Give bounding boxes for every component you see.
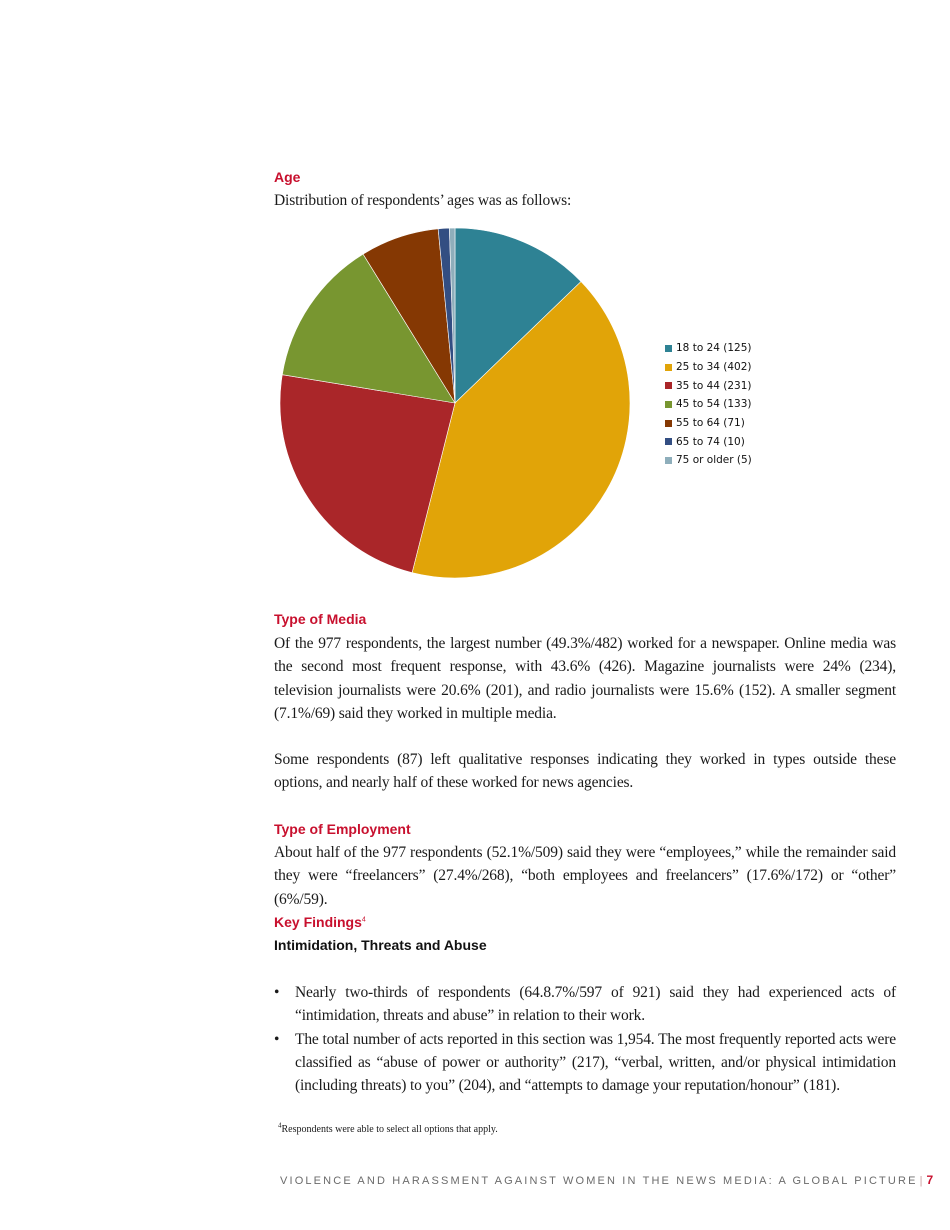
key-findings-heading-text: Key Findings bbox=[274, 914, 362, 930]
type-of-media-heading: Type of Media bbox=[274, 611, 367, 627]
page-number: 7 bbox=[926, 1173, 934, 1187]
age-pie-chart bbox=[270, 222, 640, 584]
legend-item bbox=[665, 376, 752, 395]
legend-item bbox=[665, 339, 752, 358]
legend-label: 45 to 54 (133) bbox=[676, 398, 752, 411]
legend-swatch bbox=[665, 438, 672, 445]
type-of-employment-paragraph: About half of the 977 respondents (52.1%/509) said they were “employees,” while the remainder said they were “freelancers” (27.4%/268), “both employees and freelancers” (17.6%/172) or “other” (6%/59). bbox=[274, 844, 896, 908]
intimidation-subheading: Intimidation, Threats and Abuse bbox=[274, 937, 487, 953]
footnote-text: Respondents were able to select all options that apply. bbox=[281, 1124, 498, 1135]
bullet-icon: • bbox=[274, 1030, 280, 1048]
footer-separator: | bbox=[919, 1175, 923, 1187]
footnote bbox=[278, 1121, 498, 1135]
age-intro-text: Distribution of respondents’ ages was as follows: bbox=[274, 192, 572, 209]
age-chart-legend bbox=[665, 339, 752, 470]
legend-item bbox=[665, 414, 752, 433]
key-findings-heading bbox=[274, 914, 366, 930]
legend-label: 65 to 74 (10) bbox=[676, 435, 745, 448]
legend-swatch bbox=[665, 382, 672, 389]
running-footer bbox=[280, 1173, 933, 1187]
bullet-text: The total number of acts reported in this section was 1,954. The most frequently reported acts were classified as “abuse of power or authority” (217), “verbal, written, and/or physical intimidation (including threats) to you” (204), and “attempts to damage your reputation/honour” (181). bbox=[295, 1030, 896, 1095]
legend-label: 18 to 24 (125) bbox=[676, 342, 752, 355]
type-of-employment-heading: Type of Employment bbox=[274, 821, 411, 837]
legend-swatch bbox=[665, 401, 672, 408]
list-item bbox=[274, 1028, 896, 1098]
legend-label: 75 or older (5) bbox=[676, 454, 752, 467]
legend-item bbox=[665, 451, 752, 470]
bullet-icon: • bbox=[274, 984, 280, 1001]
type-of-media-paragraph-2: Some respondents (87) left qualitative responses indicating they worked in types outside these options, and nearly half of these worked for news agencies. bbox=[274, 751, 896, 792]
legend-item bbox=[665, 358, 752, 377]
footnote-reference: 4 bbox=[361, 916, 366, 924]
legend-item bbox=[665, 395, 752, 414]
legend-label: 35 to 44 (231) bbox=[676, 379, 752, 392]
running-title: VIOLENCE AND HARASSMENT AGAINST WOMEN IN THE NEWS MEDIA: A GLOBAL PICTURE bbox=[280, 1175, 918, 1187]
type-of-media-paragraph-1: Of the 977 respondents, the largest number (49.3%/482) worked for a newspaper. Online media was the second most frequent response, with 43.6% (426). Magazine journalists were 24% (234), television journalists were 20.6% (201), and radio journalists were 15.6% (152). A smaller segment (7.1%/69) said they worked in multiple media. bbox=[274, 635, 896, 722]
age-heading: Age bbox=[274, 169, 301, 185]
legend-swatch bbox=[665, 420, 672, 427]
key-findings-bullet-list bbox=[274, 981, 896, 1097]
bullet-text: Nearly two-thirds of respondents (64.8.7%/597 of 921) said they had experienced acts of “intimidation, threats and abuse” in relation to their work. bbox=[295, 984, 896, 1025]
legend-swatch bbox=[665, 364, 672, 371]
legend-item bbox=[665, 432, 752, 451]
list-item bbox=[274, 981, 896, 1028]
legend-swatch bbox=[665, 345, 672, 352]
legend-label: 55 to 64 (71) bbox=[676, 417, 745, 430]
legend-swatch bbox=[665, 457, 672, 464]
footnote-number: 4 bbox=[278, 1121, 282, 1130]
legend-label: 25 to 34 (402) bbox=[676, 361, 752, 374]
